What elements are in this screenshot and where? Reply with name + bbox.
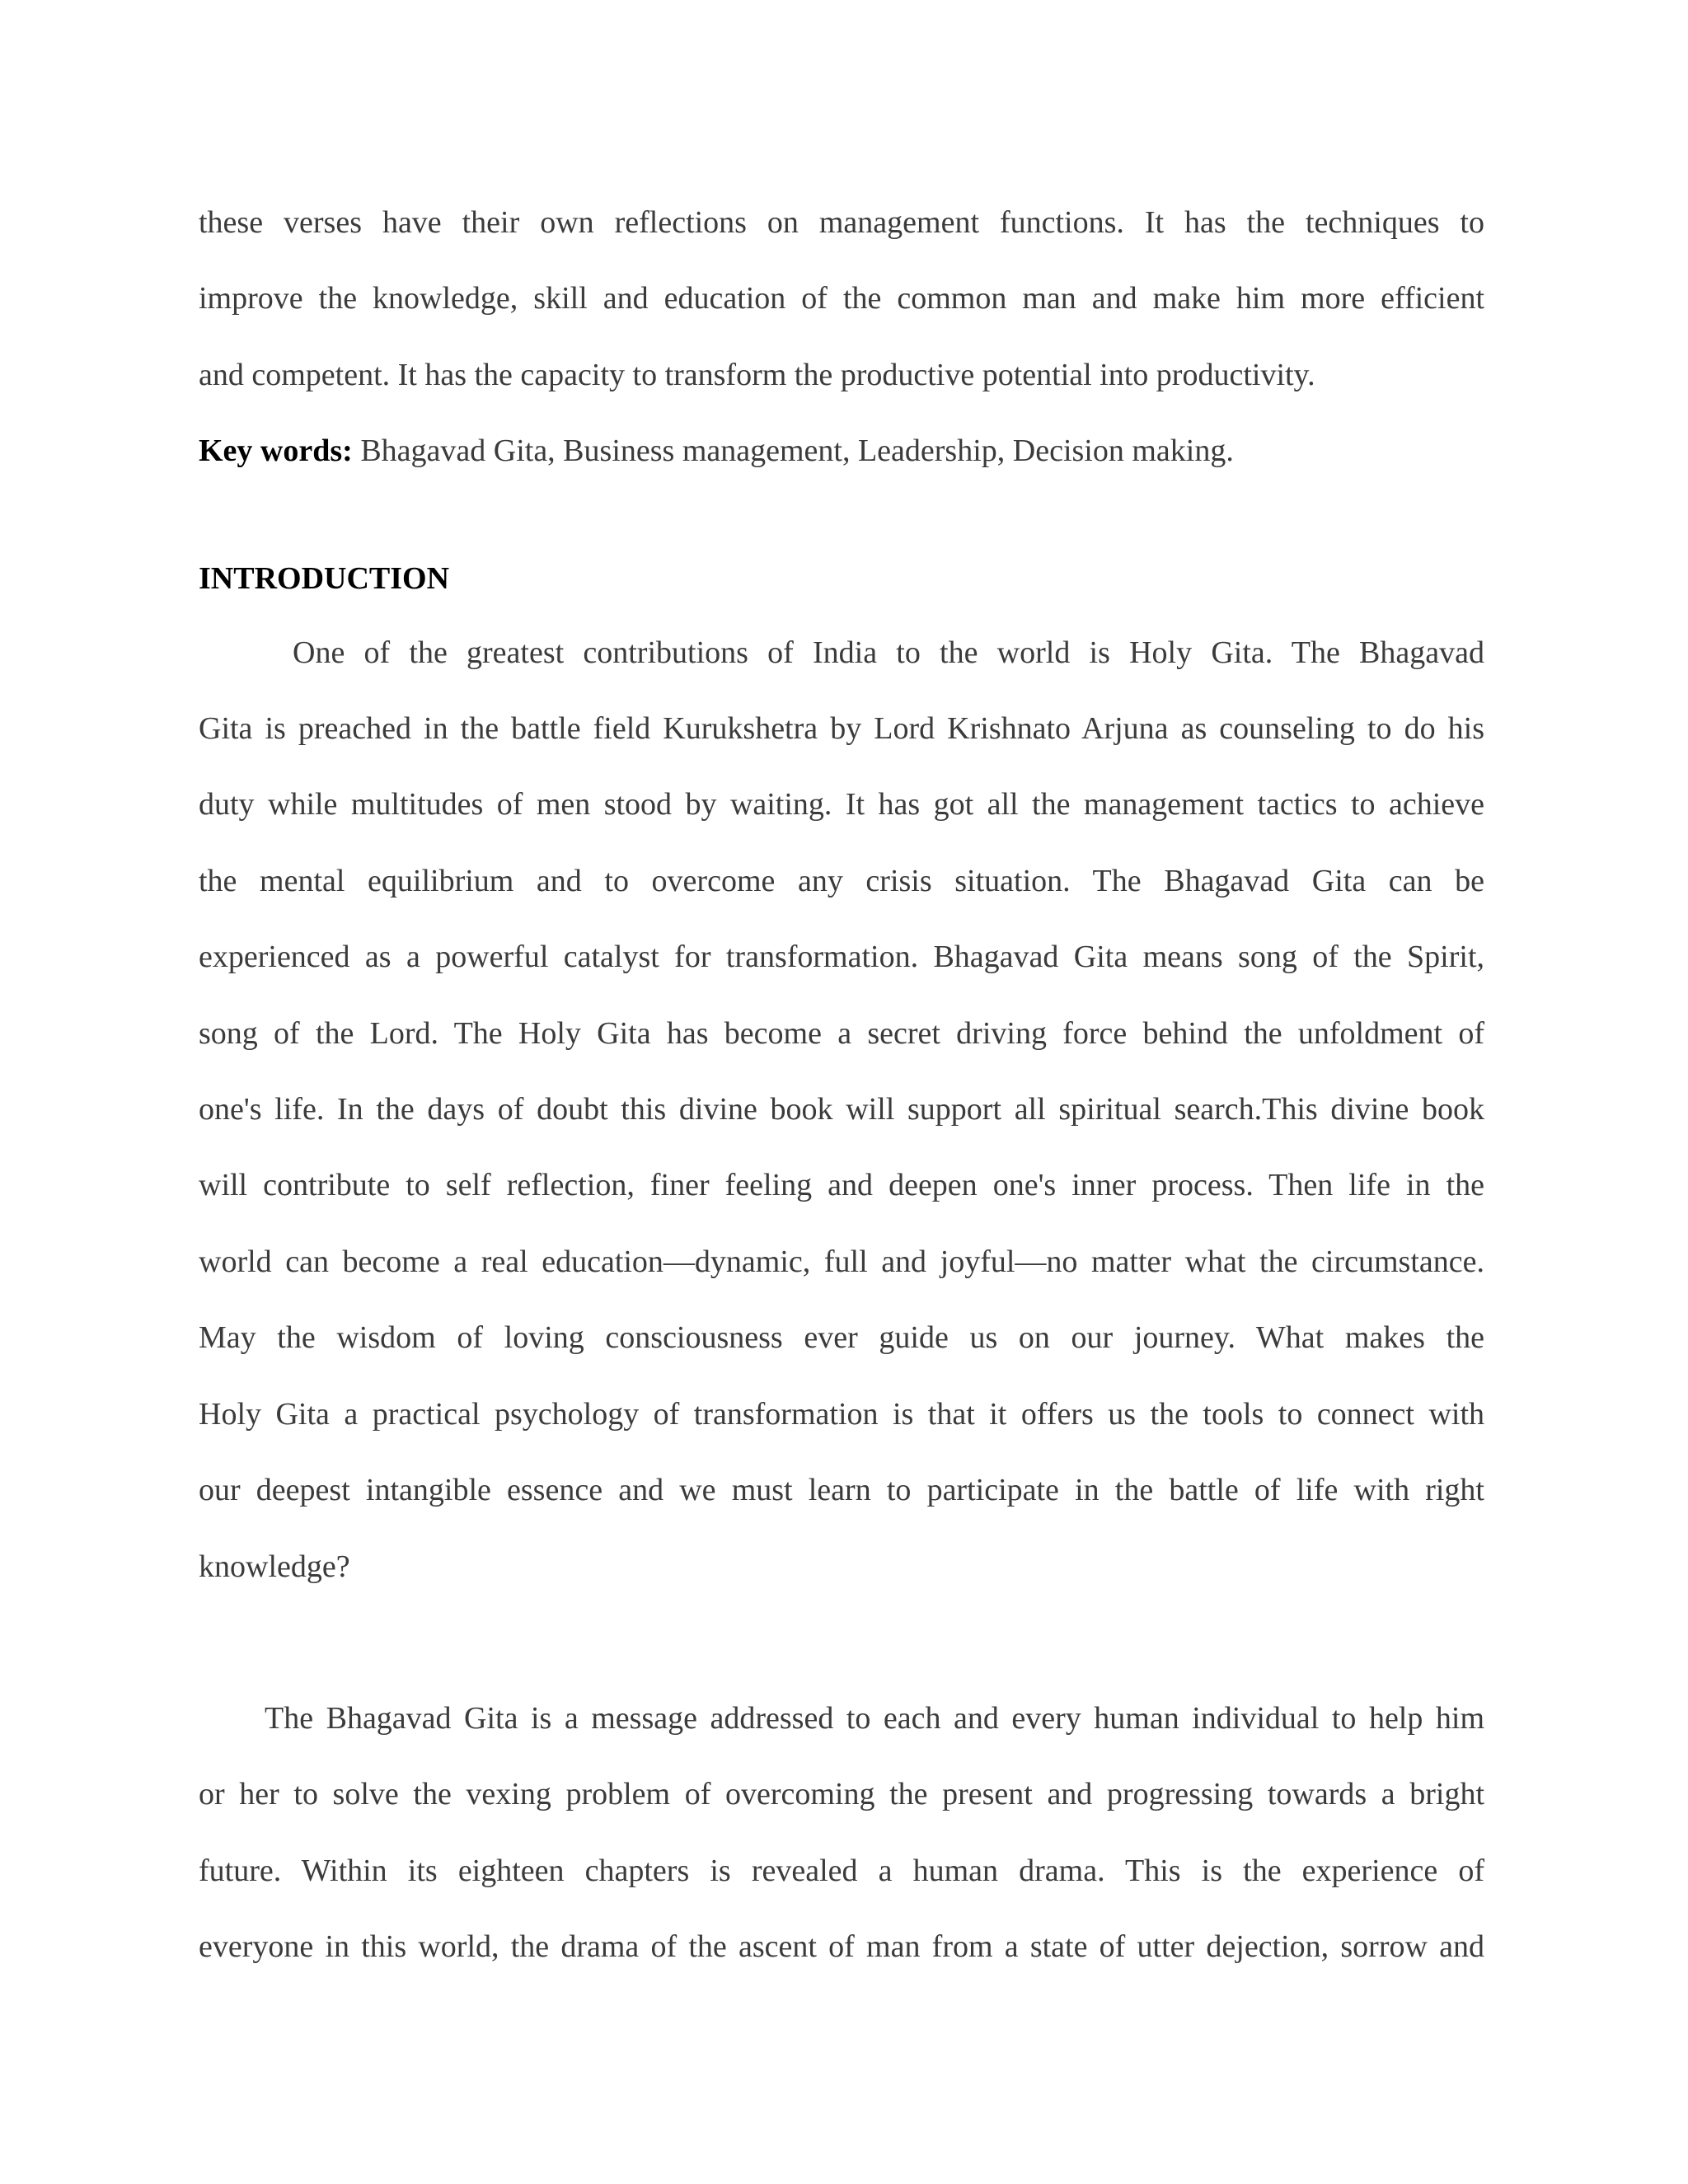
paragraph-line: everyone in this world, the drama of the ascent of man from a state of utter dejection, sorrow and <box>199 1929 1484 1965</box>
introduction-paragraph-1 <box>199 615 1484 1605</box>
paragraph-line: world can become a real education—dynamic, full and joyful—no matter what the circumstance. <box>199 1244 1484 1279</box>
paragraph-line: May the wisdom of loving consciousness ever guide us on our journey. What makes the <box>199 1320 1484 1356</box>
page-content <box>199 185 1484 1985</box>
abstract-tail <box>199 185 1484 413</box>
paragraph-line: experienced as a powerful catalyst for transformation. Bhagavad Gita means song of the Spirit, <box>199 940 1484 975</box>
paragraph-line: will contribute to self reflection, finer feeling and deepen one's inner process. Then life in the <box>199 1168 1484 1203</box>
paragraph-line: the mental equilibrium and to overcome any crisis situation. The Bhagavad Gita can be <box>199 863 1484 898</box>
section-heading: INTRODUCTION <box>199 560 450 596</box>
abstract-line: and competent. It has the capacity to transform the productive potential into productivity. <box>199 357 1315 392</box>
abstract-line: these verses have their own reflections on management functions. It has the techniques to <box>199 205 1484 240</box>
paragraph-line: Gita is preached in the battle field Kurukshetra by Lord Krishnato Arjuna as counseling to do his <box>199 711 1484 747</box>
paragraph-line: one's life. In the days of doubt this divine book will support all spiritual search.This divine book <box>199 1092 1484 1127</box>
keywords-label: Key words: <box>199 434 353 469</box>
paragraph-line: Holy Gita a practical psychology of transformation is that it offers us the tools to connect with <box>199 1396 1484 1432</box>
paragraph-line: future. Within its eighteen chapters is revealed a human drama. This is the experience of <box>199 1853 1484 1888</box>
abstract-line: improve the knowledge, skill and education of the common man and make him more efficient <box>199 281 1484 316</box>
paragraph-line: song of the Lord. The Holy Gita has become a secret driving force behind the unfoldment of <box>199 1015 1484 1051</box>
keywords-text: Bhagavad Gita, Business management, Leadership, Decision making. <box>352 434 1234 469</box>
paragraph-line: our deepest intangible essence and we must learn to participate in the battle of life with right <box>199 1473 1484 1508</box>
introduction-paragraph-2 <box>199 1680 1484 1985</box>
paragraph-line: duty while multitudes of men stood by waiting. It has got all the management tactics to achieve <box>199 787 1484 823</box>
keywords <box>199 413 1484 489</box>
paragraph-line: knowledge? <box>199 1549 350 1584</box>
paragraph-line: One of the greatest contributions of India to the world is Holy Gita. The Bhagavad <box>293 635 1484 670</box>
paragraph-line: The Bhagavad Gita is a message addressed to each and every human individual to help him <box>265 1700 1484 1736</box>
paragraph-line: or her to solve the vexing problem of overcoming the present and progressing towards a bright <box>199 1777 1484 1812</box>
